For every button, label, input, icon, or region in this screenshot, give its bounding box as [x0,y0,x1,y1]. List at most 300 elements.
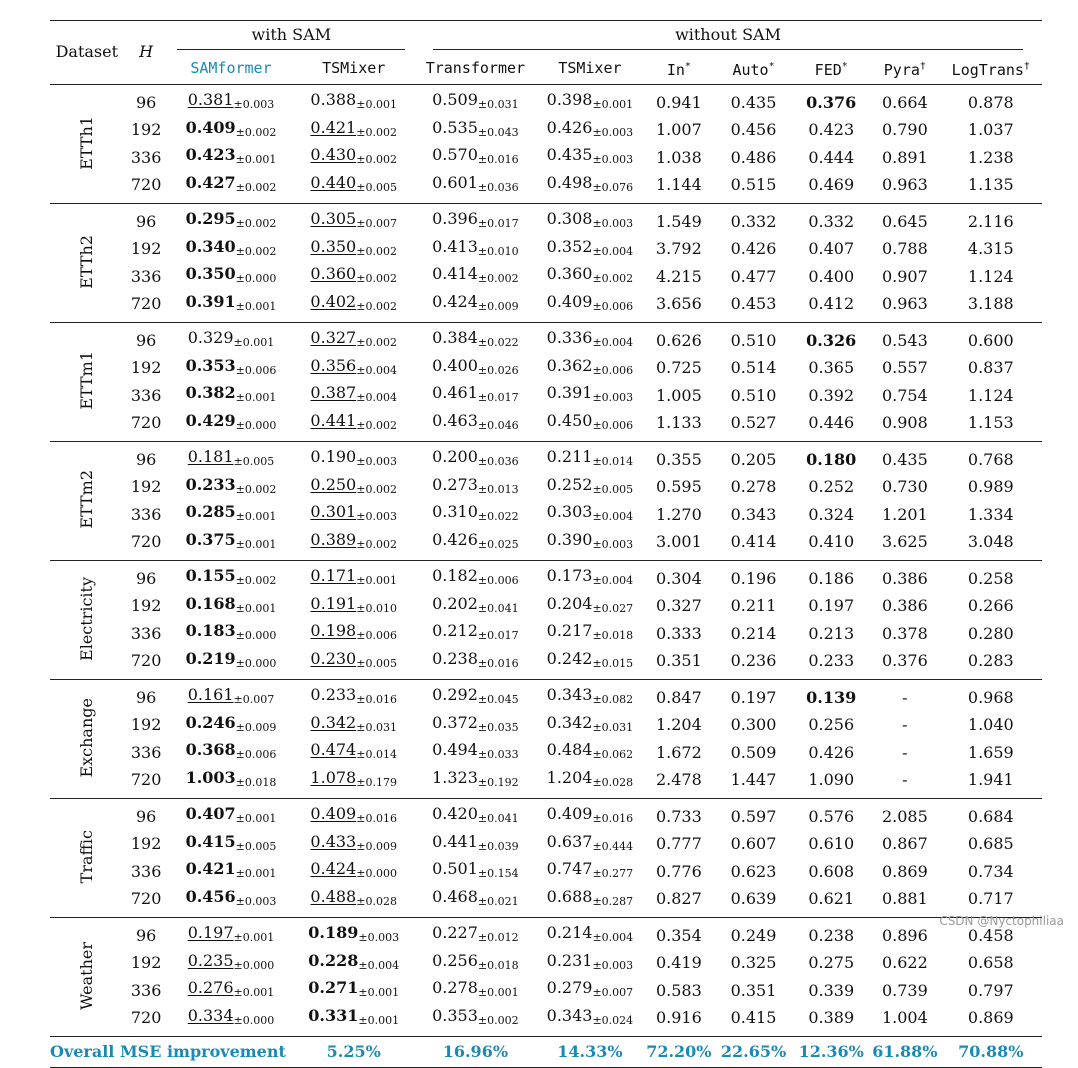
mse-cell: 0.458 [967,925,1014,945]
mse-cell: 0.381±0.003 [187,90,275,111]
mse-cell: 0.837 [967,358,1014,377]
mse-cell: 0.273±0.013 [432,474,519,496]
mse-cell: 0.336±0.004 [546,328,634,349]
mse-cell: 1.238 [967,147,1014,167]
mse-cell: 0.450±0.006 [546,410,634,432]
table-row [50,648,1042,680]
mse-cell: 0.252±0.005 [546,474,634,496]
mse-cell: 0.283 [967,651,1014,670]
mse-cell: 0.389 [808,1008,855,1027]
mse-cell: 0.200±0.036 [432,447,519,468]
mse-cell: 0.412 [808,294,855,313]
mse-cell: 1.135 [967,175,1014,194]
horizon-cell: 96 [135,330,157,350]
mse-cell: 0.415±0.005 [185,831,277,853]
mse-cell: 0.235±0.000 [187,950,275,972]
mse-cell: 0.896 [881,925,928,945]
mse-cell: 0.339 [808,980,855,1000]
mse-cell: 0.233±0.016 [310,685,397,706]
mse-cell: 0.249 [730,925,777,945]
mse-cell: 0.424±0.000 [310,859,397,880]
table-row [50,501,1042,529]
table-row [50,680,1042,712]
mse-cell: 0.535±0.043 [432,117,519,139]
mse-cell: 0.350±0.000 [185,264,277,285]
mse-cell: 0.202±0.041 [432,593,519,615]
overall-value: 5.25% [326,1041,381,1061]
mse-cell: 1.037 [967,120,1014,139]
mse-cell: 0.788 [881,239,928,258]
table-row [50,291,1042,323]
horizon-cell: 720 [130,532,162,551]
mse-cell: 0.258 [967,568,1014,588]
mse-cell: 4.215 [655,266,702,286]
mse-cell: 0.941 [655,92,702,112]
mse-cell: 0.228±0.004 [308,950,400,972]
mse-cell: 0.409±0.016 [546,804,634,825]
mse-cell: 0.191±0.010 [310,593,397,615]
mse-cell: 0.139 [806,687,857,707]
mse-cell: 1.007 [655,120,702,139]
mse-cell: 0.446 [808,413,855,432]
mse-cell: 0.440±0.005 [310,172,397,194]
table-row [50,831,1042,859]
mse-cell: 1.153 [967,413,1014,432]
mse-cell: 0.155±0.002 [185,566,277,587]
overall-label: Overall MSE improvement [50,1041,286,1061]
mse-cell: 1.941 [967,770,1014,789]
table-row [50,886,1042,918]
mse-cell: 0.354 [655,925,702,945]
horizon-cell: 96 [135,806,157,826]
horizon-cell: 336 [130,742,162,762]
horizon-cell: 96 [135,568,157,588]
mse-cell: 0.435 [881,449,928,469]
horizon-cell: 336 [130,266,162,286]
table-row [50,172,1042,204]
mse-cell: 0.340±0.002 [185,236,277,258]
dataset-name: Electricity [76,576,96,661]
horizon-cell: 96 [135,449,157,469]
mse-cell: 0.407 [808,239,855,258]
mse-cell: 1.549 [655,211,702,231]
mse-cell: 0.285±0.001 [185,502,277,523]
mse-cell: 0.351 [730,980,777,1000]
horizon-cell: 96 [135,925,157,945]
mse-cell: 0.461±0.017 [432,383,519,404]
mse-cell: 0.386 [881,568,928,588]
mse-cell: 0.869 [967,1008,1014,1027]
mse-cell: 0.398±0.001 [546,90,634,111]
mse-cell: 0.469 [808,175,855,194]
horizon-cell: 720 [130,651,162,670]
mse-cell: 0.186 [808,568,855,588]
table-row [50,561,1042,593]
mse-cell: 0.410 [808,532,855,551]
mse-cell: 0.362±0.006 [546,355,634,377]
mse-cell: 0.231±0.003 [546,950,634,972]
mse-cell: 0.214 [730,623,777,643]
mse-cell: 0.205 [730,449,777,469]
mse-cell: 0.353±0.006 [185,355,277,377]
mse-cell: 0.463±0.046 [432,410,519,432]
mse-cell: 0.250±0.002 [310,474,397,496]
horizon-cell: 336 [130,861,162,881]
dataset-name: Weather [76,941,96,1010]
mse-cell: 0.570±0.016 [432,145,519,166]
horizon-cell: 720 [130,1008,162,1027]
dataset-name: ETTh2 [76,234,96,289]
watermark: CSDN @Nyctophiliaa [939,914,1064,928]
mse-cell: 0.645 [881,211,928,231]
column-header: Transformer [425,59,526,77]
overall-value: 72.20% [646,1041,712,1061]
horizon-cell: 192 [130,596,162,615]
mse-cell: 0.365 [808,358,855,377]
mse-cell: 0.501±0.154 [432,859,519,880]
mse-cell: 0.733 [655,806,702,826]
mse-cell: 0.211±0.014 [546,447,634,468]
mse-cell: 0.197±0.001 [187,923,275,944]
mse-cell: 1.124 [967,385,1014,405]
mse-cell: 0.278 [730,477,777,496]
mse-cell: 0.238±0.016 [432,648,519,670]
mse-cell: 0.326 [806,330,857,350]
mse-cell: 0.161±0.007 [187,685,275,706]
mse-cell: 0.343±0.024 [546,1005,634,1027]
mse-cell: 0.488±0.028 [310,886,397,908]
mse-cell: 3.048 [967,532,1014,551]
mse-cell: 1.038 [655,147,702,167]
horizon-cell: 192 [130,239,162,258]
overall-value: 12.36% [798,1041,864,1061]
mse-cell: 0.510 [730,330,777,350]
horizon-cell: 192 [130,358,162,377]
mse-cell: 0.300 [730,715,777,734]
mse-cell: 0.181±0.005 [187,447,275,468]
mse-cell: 0.474±0.014 [310,740,397,761]
mse-cell: 1.672 [655,742,702,762]
mse-cell: 0.441±0.002 [310,410,397,432]
mse-cell: 3.001 [655,532,702,551]
mse-cell: 0.227±0.012 [432,923,519,944]
mse-cell: 0.252 [808,477,855,496]
table-row [50,858,1042,886]
table-row [50,950,1042,978]
mse-cell: 0.456 [730,120,777,139]
mse-cell: 0.182±0.006 [432,566,519,587]
mse-cell: 0.384±0.022 [432,328,519,349]
mse-cell: 0.204±0.027 [546,593,634,615]
mse-cell: 1.144 [655,175,702,194]
mse-cell: 0.329±0.001 [187,328,275,349]
mse-cell: 1.334 [967,504,1014,524]
horizon-cell: 336 [130,623,162,643]
dataset-name: ETTh1 [76,115,96,170]
mse-cell: 0.688±0.287 [546,886,634,908]
mse-cell: 0.515 [730,175,777,194]
table-row [50,410,1042,442]
dataset-name: Exchange [76,697,96,778]
mse-cell: 0.197 [808,596,855,615]
mse-cell: 0.576 [808,806,855,826]
mse-cell: 0.233 [808,651,855,670]
mse-cell: 0.242±0.015 [546,648,634,670]
mse-cell: 0.217±0.018 [546,621,634,642]
mse-cell: 0.717 [967,889,1014,908]
mse-cell: 0.426 [808,742,855,762]
mse-cell: 0.963 [881,294,928,313]
mse-cell: 0.396±0.017 [432,209,519,230]
horizon-cell: 336 [130,504,162,524]
mse-cell: 2.478 [655,770,702,789]
mse-cell: 0.658 [967,953,1014,972]
mse-cell: 0.477 [730,266,777,286]
mse-cell: 0.409±0.016 [310,804,397,825]
mse-cell: 0.171±0.001 [310,566,397,587]
mse-cell: 0.333 [655,623,702,643]
mse-cell: 0.626 [655,330,702,350]
mse-cell: 0.308±0.003 [546,209,634,230]
mse-cell: 0.597 [730,806,777,826]
mse-cell: 0.238 [808,925,855,945]
mse-cell: 3.625 [881,532,928,551]
mse-cell: 2.085 [881,806,928,826]
mse-cell: 0.360±0.002 [310,264,397,285]
table-row [50,442,1042,474]
mse-cell: 0.494±0.033 [432,740,519,761]
dataset-name: Traffic [76,830,96,884]
mse-cell: 0.392 [808,385,855,405]
table-row [50,529,1042,561]
mse-cell: 0.278±0.001 [432,978,519,999]
horizon-cell: 192 [130,953,162,972]
column-header: LogTrans† [951,60,1030,79]
mse-cell: 0.768 [967,449,1014,469]
table-row [50,204,1042,236]
mse-cell: 0.197 [730,687,777,707]
horizon-cell: 336 [130,147,162,167]
mse-cell: 3.656 [655,294,702,313]
mse-cell: 0.190±0.003 [310,447,397,468]
mse-cell: 0.878 [967,92,1014,112]
mse-cell: 0.230±0.005 [310,648,397,670]
mse-cell: 3.188 [967,294,1014,313]
mse-cell: 0.332 [730,211,777,231]
mse-cell: 1.659 [967,742,1014,762]
mse-cell: 0.219±0.000 [185,648,277,670]
mse-cell: 0.198±0.006 [310,621,397,642]
mse-cell: 1.003±0.018 [185,767,277,789]
mse-cell: 1.004 [881,1008,928,1027]
mse-cell: 0.435±0.003 [546,145,634,166]
mse-cell: 0.343±0.082 [546,685,634,706]
mse-cell: 0.429±0.000 [185,410,277,432]
table-row [50,739,1042,767]
column-header: SAMformer [190,59,272,77]
mse-cell: 0.409±0.006 [546,291,634,313]
mse-cell: 1.005 [655,385,702,405]
mse-cell: 0.623 [730,861,777,881]
horizon-header: H [139,42,154,62]
mse-cell: 0.310±0.022 [432,502,519,523]
mse-cell: 0.246±0.009 [185,712,277,734]
mse-cell: 1.040 [967,715,1014,734]
mse-cell: 0.324 [808,504,855,524]
mse-cell: 0.351 [655,651,702,670]
mse-cell: 0.391±0.003 [546,383,634,404]
mse-cell: 0.891 [881,147,928,167]
mse-cell: 0.352±0.004 [546,236,634,258]
overall-value: 61.88% [872,1041,938,1061]
mse-cell: 0.441±0.039 [432,831,519,853]
mse-cell: 0.168±0.001 [185,593,277,615]
overall-value: 14.33% [557,1041,623,1061]
mse-cell: 0.214±0.004 [546,923,634,944]
mse-cell: 0.421±0.002 [310,117,397,139]
without-sam-group: without SAM [414,21,1042,53]
horizon-cell: 720 [130,175,162,194]
mse-cell: 0.543 [881,330,928,350]
mse-cell: 0.355 [655,449,702,469]
table-row [50,767,1042,799]
mse-cell: 0.212±0.017 [432,621,519,642]
mse-cell: 0.376 [881,651,928,670]
mse-cell: 0.433±0.009 [310,831,397,853]
mse-cell: 0.420±0.041 [432,804,519,825]
mse-cell: 0.419 [655,953,702,972]
mse-cell: 1.204 [655,715,702,734]
column-header: TSMixer [322,59,386,77]
mse-cell: 0.664 [881,92,928,112]
mse-cell: 0.498±0.076 [546,172,634,194]
table-row [50,799,1042,831]
mse-cell: 0.754 [881,385,928,405]
mse-cell: 0.173±0.004 [546,566,634,587]
mse-cell: 0.456±0.003 [185,886,277,908]
mse-cell: 0.509±0.031 [432,90,519,111]
mse-cell: 0.424±0.009 [432,291,519,313]
table-row [50,323,1042,355]
mse-cell: 1.078±0.179 [310,767,397,789]
mse-cell: 0.390±0.003 [546,529,634,551]
mse-cell: 0.400 [808,266,855,286]
horizon-cell: 96 [135,211,157,231]
mse-cell: 0.332 [808,211,855,231]
mse-cell: 0.963 [881,175,928,194]
mse-cell: 1.270 [655,504,702,524]
mse-cell: 0.414 [730,532,777,551]
table-row [50,977,1042,1005]
mse-cell: 0.583 [655,980,702,1000]
mse-cell: 0.372±0.035 [432,712,519,734]
horizon-cell: 192 [130,715,162,734]
mse-cell: 0.376 [806,92,857,112]
mse-cell: 0.360±0.002 [546,264,634,285]
horizon-cell: 720 [130,770,162,789]
mse-cell: 0.279±0.007 [546,978,634,999]
mse-cell: 0.400±0.026 [432,355,519,377]
mse-cell: 0.453 [730,294,777,313]
mse-cell: 0.211 [730,596,777,615]
mse-cell: 0.869 [881,861,928,881]
mse-cell: 0.621 [808,889,855,908]
mse-cell: 0.827 [655,889,702,908]
mse-cell: 0.601±0.036 [432,172,519,194]
column-header: Pyra† [883,60,926,79]
mse-cell: 0.610 [808,834,855,853]
mse-cell: 0.350±0.002 [310,236,397,258]
horizon-cell: 336 [130,980,162,1000]
mse-cell: 0.486 [730,147,777,167]
mse-cell: 0.271±0.001 [308,978,400,999]
mse-cell: 0.790 [881,120,928,139]
mse-cell: 0.402±0.002 [310,291,397,313]
column-header: FED* [814,60,848,79]
mse-cell: 0.196 [730,568,777,588]
column-header: TSMixer [558,59,622,77]
mse-cell: 0.421±0.001 [185,859,277,880]
mse-cell: 0.423±0.001 [185,145,277,166]
mse-cell: 0.777 [655,834,702,853]
mse-cell: 0.739 [881,980,928,1000]
mse-cell: 0.275 [808,953,855,972]
mse-cell: 0.356±0.004 [310,355,397,377]
table-row [50,1005,1042,1037]
mse-cell: 0.426±0.003 [546,117,634,139]
mse-cell: 0.600 [967,330,1014,350]
table-row [50,144,1042,172]
mse-cell: 1.133 [655,413,702,432]
mse-cell: 0.189±0.003 [308,923,400,944]
mse-cell: 1.124 [967,266,1014,286]
mse-cell: 0.343 [730,504,777,524]
mse-cell: 0.423 [808,120,855,139]
mse-cell: 0.514 [730,358,777,377]
mse-cell: 0.305±0.007 [310,209,397,230]
mse-cell: 2.116 [967,211,1014,231]
mse-cell: 0.327±0.002 [310,328,397,349]
mse-cell: 0.684 [967,806,1014,826]
mse-cell: 0.407±0.001 [185,804,277,825]
mse-cell: 0.414±0.002 [432,264,519,285]
mse-cell: 0.413±0.010 [432,236,519,258]
overall-value: 16.96% [442,1041,509,1061]
mse-cell: - [902,742,908,762]
mse-cell: 0.907 [881,266,928,286]
mse-cell: 0.430±0.002 [310,145,397,166]
mse-cell: 0.415 [730,1008,777,1027]
mse-cell: 0.292±0.045 [432,685,519,706]
mse-cell: 0.378 [881,623,928,643]
mse-cell: 1.323±0.192 [432,767,519,789]
mse-cell: 0.776 [655,861,702,881]
mse-cell: 0.387±0.004 [310,383,397,404]
mse-cell: 4.315 [967,239,1014,258]
horizon-cell: 192 [130,834,162,853]
overall-value: 70.88% [958,1041,1024,1061]
mse-cell: 0.342±0.031 [546,712,634,734]
with-sam-group: with SAM [169,21,414,53]
mse-cell: 0.233±0.002 [185,474,277,496]
mse-cell: 0.409±0.002 [185,117,277,139]
mse-cell: 0.183±0.000 [185,621,277,642]
mse-cell: 0.797 [967,980,1014,1000]
mse-cell: 1.447 [730,770,777,789]
horizon-cell: 720 [130,294,162,313]
mse-cell: 0.847 [655,687,702,707]
mse-cell: 0.334±0.000 [187,1005,275,1027]
